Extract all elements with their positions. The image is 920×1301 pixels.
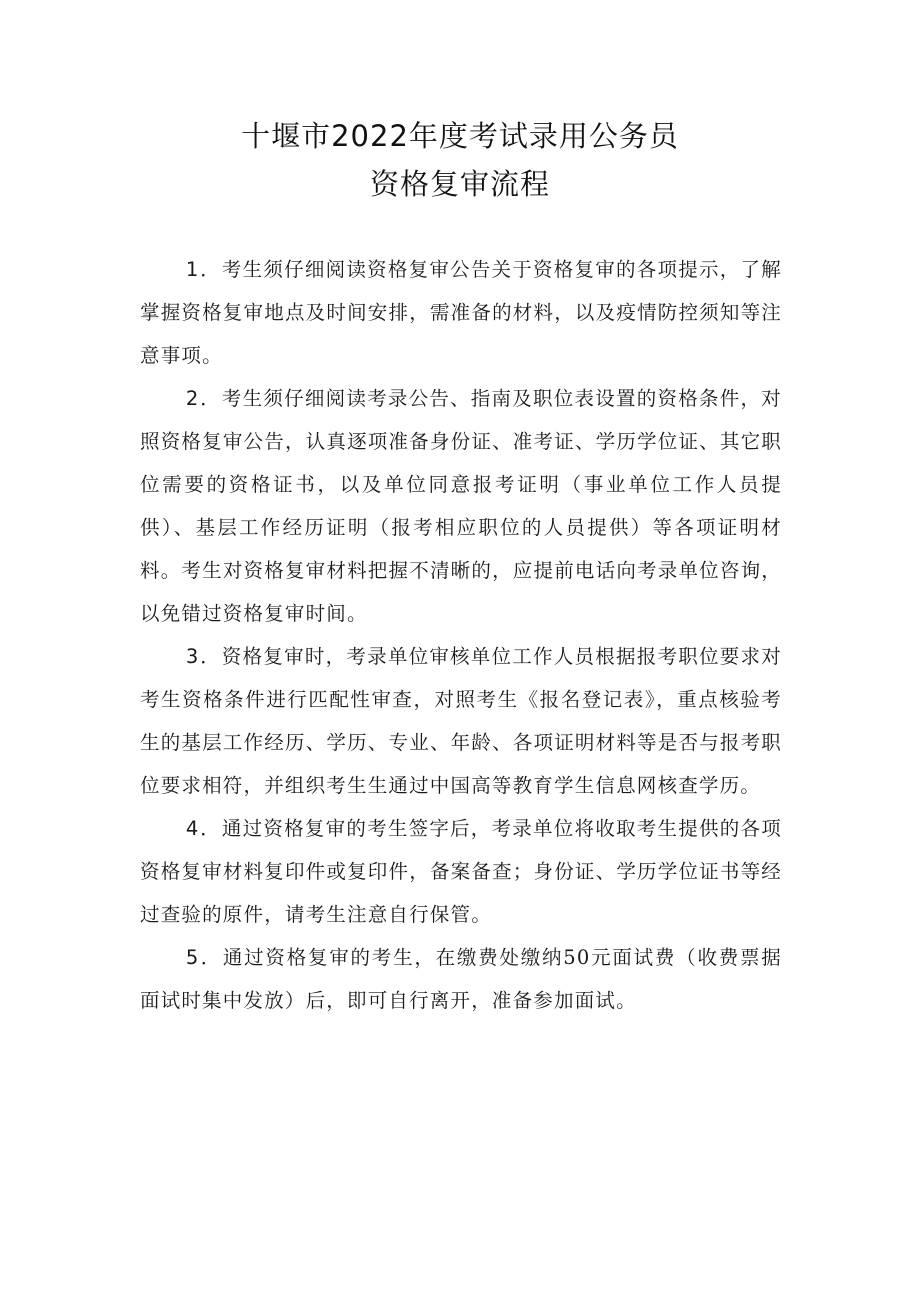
- paragraph-text: 资格复审时，考录单位审核单位工作人员根据报考职位要求对考生资格条件进行匹配性审查，对照考生《报名登记表》，重点核验考生的基层工作经历、学历、专业、年龄、各项证明材料等是否与报考职位要求相符，并组织考生生通过中国高等教育学生信息网核查学历。: [140, 645, 782, 797]
- paragraph-5: [140, 936, 782, 1022]
- paragraph-number: 4．: [185, 817, 222, 840]
- paragraph-text: 考生须仔细阅读考录公告、指南及职位表设置的资格条件，对照资格复审公告，认真逐项准备身份证、准考证、学历学位证、其它职位需要的资格证书，以及单位同意报考证明（事业单位工作人员提供）、基层工作经历证明（报考相应职位的人员提供）等各项证明材料。考生对资格复审材料把握不清晰的，应提前电话向考录单位咨询，以免错过资格复审时间。: [140, 387, 782, 625]
- paragraph-text: 通过资格复审的考生，在缴费处缴纳50元面试费（收费票据面试时集中发放）后，即可自行离开，准备参加面试。: [140, 946, 782, 1012]
- paragraph-3: [140, 635, 782, 807]
- document-title: [0, 112, 920, 208]
- title-line-2: 资格复审流程: [369, 167, 550, 201]
- paragraph-4: [140, 807, 782, 936]
- paragraph-text: 考生须仔细阅读资格复审公告关于资格复审的各项提示，了解掌握资格复审地点及时间安排，需准备的材料，以及疫情防控须知等注意事项。: [140, 258, 782, 367]
- paragraph-1: [140, 248, 782, 377]
- paragraph-text: 通过资格复审的考生签字后，考录单位将收取考生提供的各项资格复审材料复印件或复印件，备案备查；身份证、学历学位证书等经过查验的原件，请考生注意自行保管。: [140, 817, 782, 926]
- paragraph-number: 3．: [185, 645, 222, 668]
- document-body: [140, 248, 782, 1022]
- paragraph-2: [140, 377, 782, 635]
- paragraph-number: 5．: [185, 946, 223, 969]
- paragraph-number: 2．: [185, 387, 222, 410]
- title-line-1: 十堰市2022年度考试录用公务员: [241, 119, 679, 153]
- paragraph-number: 1．: [185, 258, 222, 281]
